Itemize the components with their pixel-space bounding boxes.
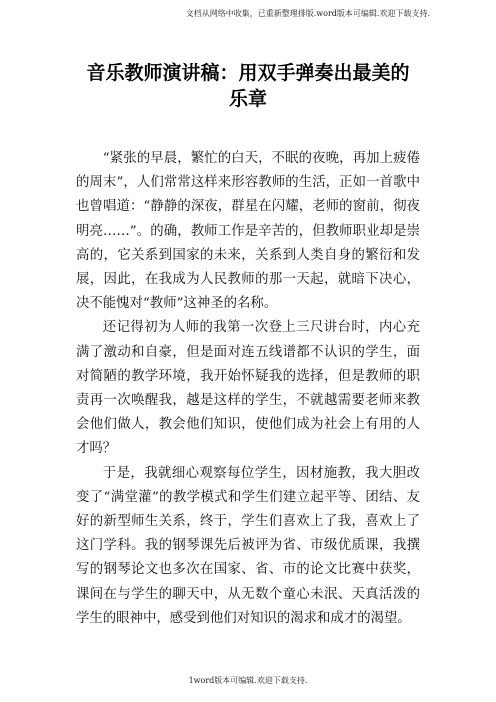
- paragraph-3: 于是，我就细心观察每位学生，因材施教，我大胆改变了“满堂灌”的教学模式和学生们建立起平等、团结、友好的新型师生关系，终于，学生们喜欢上了我，喜欢上了这门学科。我的钢琴课先后被评为省、市级优质课，我撰写的钢琴论文也多次在国家、省、市的论文比赛中获奖，课间在与学生的聊天中，从无数个童心未泯、天真活泼的学生的眼神中，感受到他们对知识的渴求和成才的渴望。: [76, 465, 420, 626]
- paragraph-1: “紧张的早晨，繁忙的白天，不眠的夜晚，再加上疲倦的周末”，人们常常这样来形容教师的生活，正如一首歌中也曾唱道：“静静的深夜，群星在闪耀，老师的窗前，彻夜明亮……”。的确，教师工作是辛苦的，但教师职业却是崇高的，它关系到国家的未来，关系到人类自身的繁衍和发展，因此，在我成为人民教师的那一天起，就暗下决心，决不能愧对“教师”这神圣的名称。: [76, 151, 420, 312]
- document-body: [76, 147, 420, 631]
- header-note: 文档从网络中收集，已重新整理排版.word版本可编辑.欢迎下载支持.: [185, 9, 430, 18]
- paragraph-2: 还记得初为人师的我第一次登上三尺讲台时，内心充满了激动和自豪，但是面对连五线谱都不认识的学生，面对简陋的教学环境，我开始怀疑我的选择，但是教师的职责再一次唤醒我，越是这样的学生，不就越需要老师来教会他们做人，教会他们知识，使他们成为社会上有用的人才吗？: [76, 320, 420, 457]
- title-line-1: 音乐教师演讲稿：用双手弹奏出最美的: [86, 62, 410, 84]
- document-title: [66, 60, 430, 112]
- title-line-2: 乐章: [228, 88, 267, 110]
- footer-note: 1word版本可编辑.欢迎下载支持.: [188, 676, 308, 685]
